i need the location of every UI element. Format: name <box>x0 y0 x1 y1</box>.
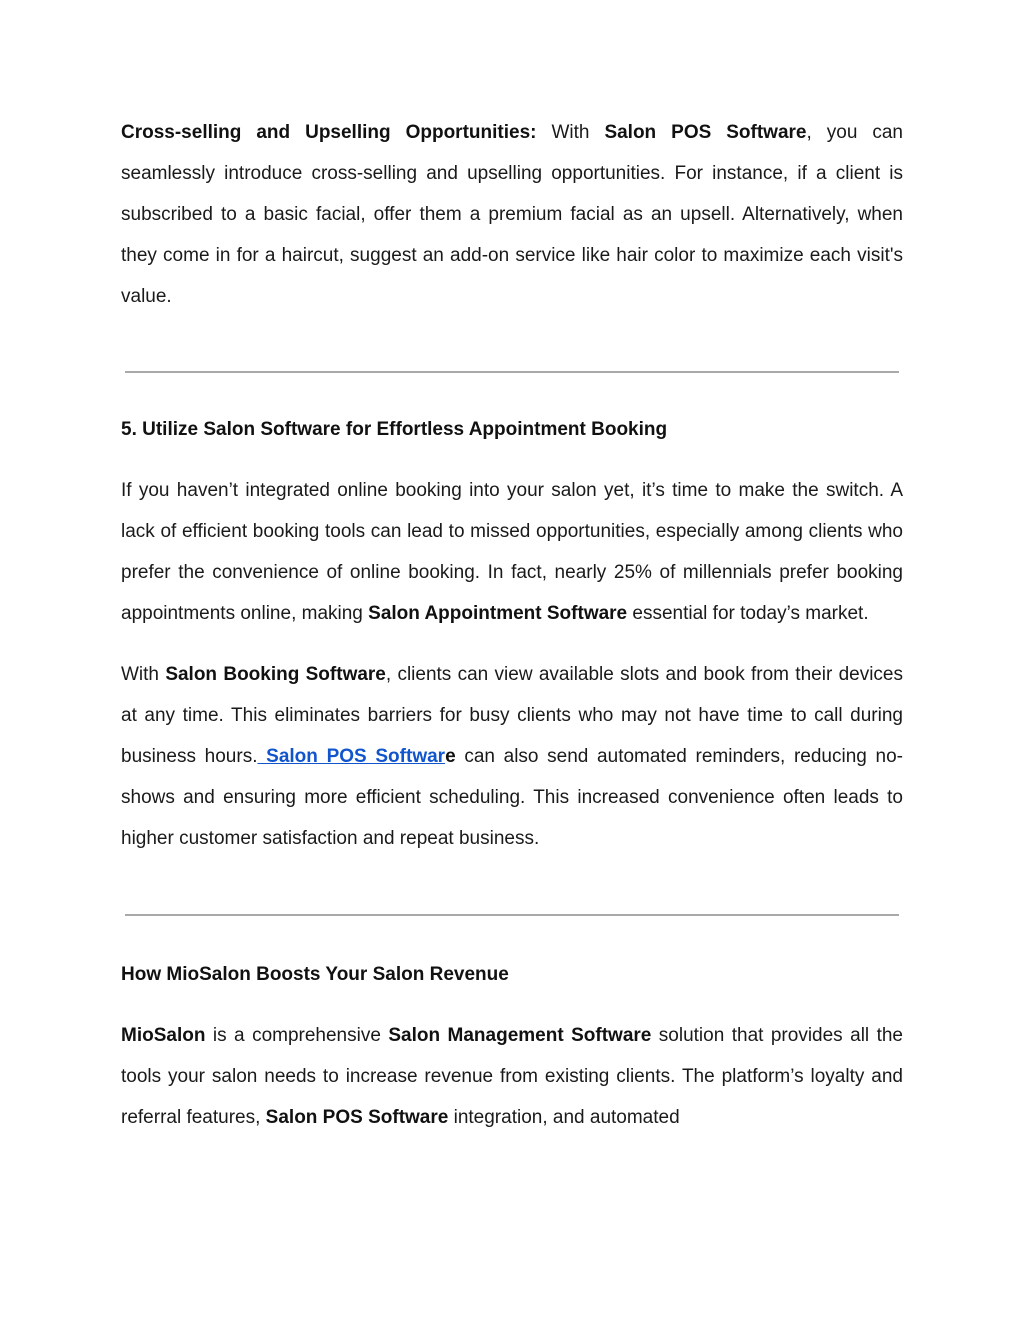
booking-p1-bold-1: Salon Appointment Software <box>368 603 628 624</box>
miosalon-p1-bold-2: Salon Management Software <box>388 1025 652 1046</box>
miosalon-p1-text-1: is a comprehensive <box>205 1025 389 1046</box>
upsell-lead: Cross-selling and Upselling Opportunities: <box>121 122 537 143</box>
miosalon-p1-text-2: solution that provides all the tools your salon needs to increase revenue from existing clients. The platform’s loyalty and referral features, <box>121 1025 903 1128</box>
booking-paragraph-2 <box>121 654 903 859</box>
miosalon-p1-bold-3: Salon POS Software <box>265 1107 449 1128</box>
miosalon-heading: How MioSalon Boosts Your Salon Revenue <box>121 964 509 985</box>
upsell-bold-1: Salon POS Software <box>604 122 807 143</box>
booking-p2-text-1: With <box>121 664 166 685</box>
booking-p2-text-3: can also send automated reminders, reducing no-shows and ensuring more efficient scheduling. This increased convenience often leads to higher customer satisfaction and repeat business. <box>121 746 903 849</box>
booking-paragraph-1 <box>121 470 903 634</box>
booking-p2-bold-1: Salon Booking Software <box>165 664 386 685</box>
booking-p1-text-1: If you haven’t integrated online booking into your salon yet, it’s time to make the switch. A lack of efficient booking tools can lead to missed opportunities, especially among clients who prefer the convenience of online booking. In fact, nearly 25% of millennials prefer booking appointments online, making <box>121 480 903 624</box>
miosalon-paragraph-1 <box>121 1015 903 1138</box>
upsell-text-1: With <box>536 122 605 143</box>
upsell-text-2: , you can seamlessly introduce cross-selling and upselling opportunities. For instance, if a client is subscribed to a basic facial, offer them a premium facial as an upsell. Alternatively, when they come in for a haircut, suggest an add-on service like hair color to maximize each visit's value. <box>121 122 904 307</box>
booking-p2-text-2: , clients can view available slots and book from their devices at any time. This eliminates barriers for busy clients who may not have time to call during business hours. <box>121 664 903 767</box>
upsell-paragraph <box>121 112 903 317</box>
booking-heading: 5. Utilize Salon Software for Effortless Appointment Booking <box>121 419 668 440</box>
miosalon-p1-text-3: integration, and automated <box>448 1107 680 1128</box>
booking-p1-text-2: essential for today’s market. <box>627 603 869 624</box>
miosalon-p1-bold-1: MioSalon <box>121 1025 206 1046</box>
document-content <box>121 112 903 1138</box>
salon-pos-software-link[interactable]: Salon POS Softwar <box>257 746 446 767</box>
booking-p2-bold-2: e <box>445 746 456 767</box>
